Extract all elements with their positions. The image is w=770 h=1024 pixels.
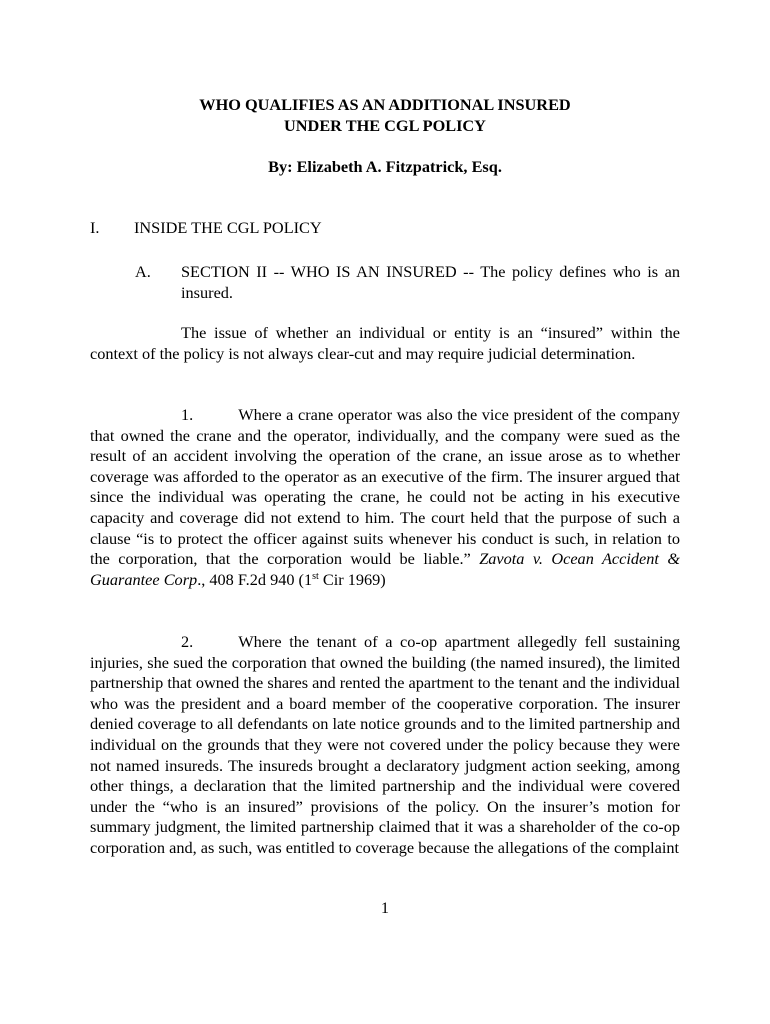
paragraph-1-text: Where a crane operator was also the vice president of the company that owned the crane and the operator, individually, and the company were sued as the result of an accident involving the operation of the crane, an issue arose as to whether coverage was afforded to the operator as an executive of the firm. The insurer argued that since the individual was operating the crane, he could not be acting in his executive capacity and coverage did not extend to him. The court held that the purpose of such a clause “is to protect the officer against suits whenever his conduct is such, in relation to the corporation, that the corporation would be liable.” [90, 405, 680, 569]
citation-superscript: st [312, 570, 319, 582]
page-number: 1 [380, 898, 390, 917]
document-title-line-1: WHO QUALIFIES AS AN ADDITIONAL INSURED [199, 95, 571, 114]
citation-end: Cir 1969) [318, 569, 386, 589]
author-byline: By: Elizabeth A. Fitzpatrick, Esq. [268, 157, 502, 176]
numbered-paragraph-1 [90, 405, 680, 590]
section-number: I. [90, 218, 100, 237]
paragraph-2-number: 2. [181, 632, 194, 651]
section-title: INSIDE THE CGL POLICY [134, 218, 322, 237]
document-title-line-2: UNDER THE CGL POLICY [284, 116, 486, 135]
subsection-letter: A. [135, 262, 151, 281]
case-citation: ., 408 F.2d 940 (1 [197, 569, 313, 589]
paragraph-1-number: 1. [181, 405, 194, 424]
intro-paragraph: The issue of whether an individual or entity is an “insured” within the context of the policy is not always clear-cut and may require judicial determination. [90, 323, 680, 363]
paragraph-2-text: Where the tenant of a co-op apartment allegedly fell sustaining injuries, she sued the corporation that owned the building (the named insured), the limited partnership that owned the shares and rented the apartment to the tenant and the individual who was the president and a board member of the cooperative corporation. The insurer denied coverage to all defendants on late notice grounds and to the limited partnership and individual on the grounds that they were not covered under the policy because they were not named insureds. The insureds brought a declaratory judgment action seeking, among other things, a declaration that the limited partnership and the individual were covered under the “who is an insured” provisions of the policy. On the insurer’s motion for summary judgment, the limited partnership claimed that it was a shareholder of the co-op corporation and, as such, was entitled to coverage because the allegations of the complaint [90, 632, 680, 857]
numbered-paragraph-2 [90, 632, 680, 859]
subsection-text: SECTION II -- WHO IS AN INSURED -- The policy defines who is an insured. [181, 262, 680, 302]
case-citation-name: Zavota v. Ocean Accident & Guarantee Corp [90, 549, 680, 589]
